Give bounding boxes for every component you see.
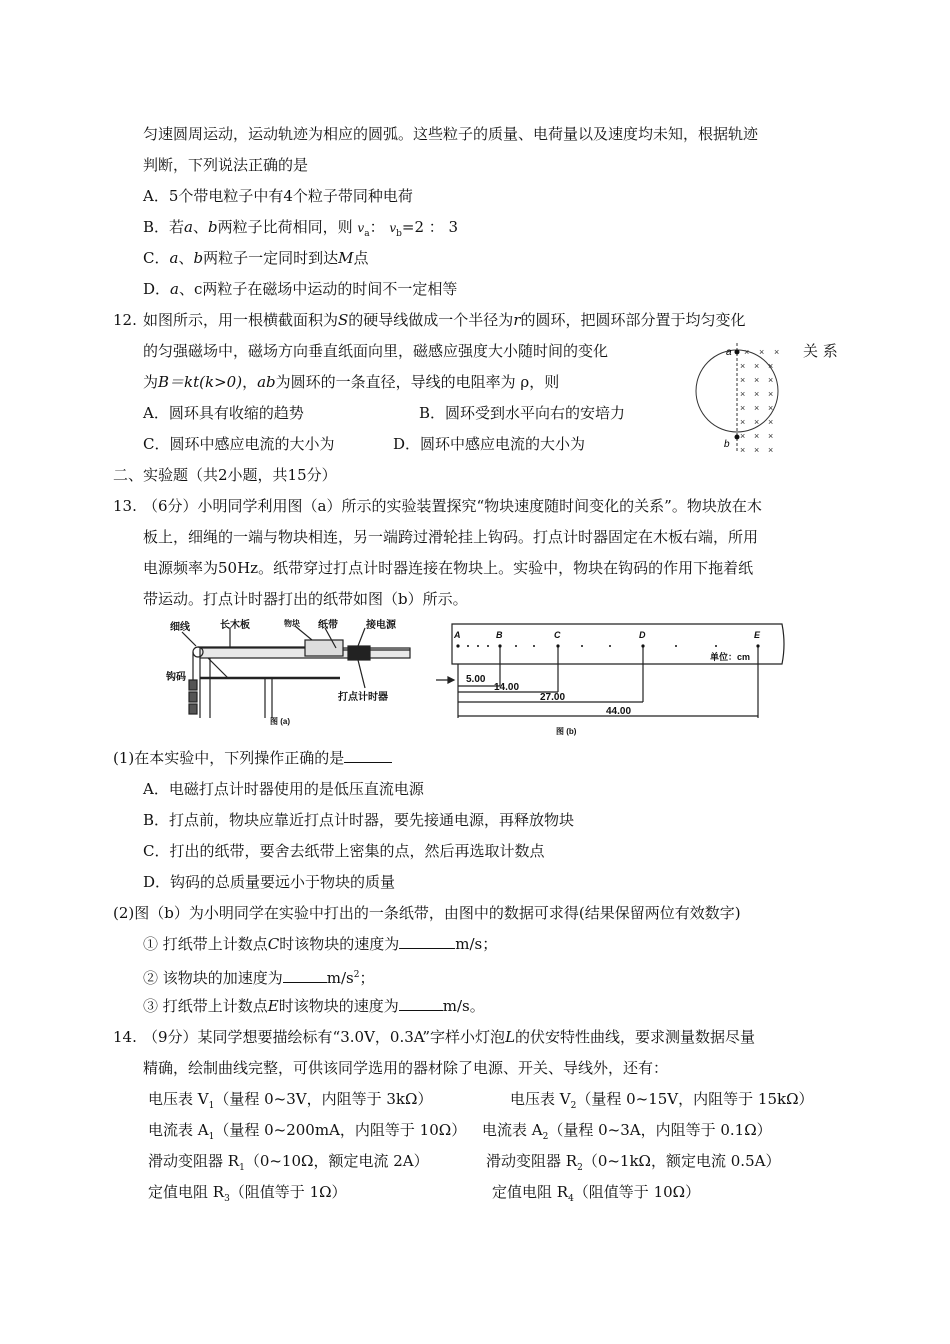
answer-blank-3[interactable] (283, 968, 327, 983)
q12-option-d: D．圆环中感应电流的大小为 (393, 435, 586, 453)
tape-unit: 单位：cm (710, 652, 751, 662)
dist-ad: 27.00 (540, 692, 566, 703)
tape-point-d: D (639, 630, 646, 640)
tape-point-c: C (554, 630, 561, 640)
svg-text:×: × (754, 361, 760, 371)
q13-line3: 电源频率为50Hz。纸带穿过打点计时器连接在物块上。实验中，物块在钩码的作用下拖着纸 (143, 559, 754, 577)
ring-in-field-figure (688, 335, 798, 457)
answer-blank-1[interactable] (344, 748, 392, 763)
answer-blank-2[interactable] (399, 934, 455, 949)
label-dadianjishiqi: 打点计时器 (338, 692, 388, 703)
q12-line2-tail: 关 系 (803, 342, 838, 360)
rheostat-r1: 滑动变阻器 $R_1(0\sim 10\Omega$，额定电流 2A） (148, 1152, 429, 1173)
section-title: 二、实验题（共2小题，共15分） (113, 466, 337, 484)
label-gouma: 钩码 (166, 672, 186, 683)
resistor-r3: 定值电阻 $R_3$（阻值等于 1Ω） (148, 1183, 347, 1204)
svg-text:×: × (754, 403, 760, 413)
q13-part2-item3: ③ 打纸带上计数点E时该物块的速度为 m/s。 (143, 997, 485, 1015)
voltmeter-v1: 电压表 $V_1$（量程 0~3V，内阻等于 3kΩ） (148, 1090, 433, 1111)
q12-option-b: B．圆环受到水平向右的安培力 (419, 404, 626, 422)
svg-text:×: × (774, 347, 780, 357)
q14-number: 14. (113, 1028, 137, 1046)
tape-point-e: E (754, 630, 761, 640)
figure-b-caption: 图 (b) (556, 727, 577, 736)
q14-line2: 精确，绘制曲线完整，可供该同学选用的器材除了电源、开关、导线外，还有： (143, 1059, 669, 1077)
tape-point-b: B (496, 630, 503, 640)
svg-text:×: × (740, 403, 746, 413)
magnetic-field-crosses (740, 347, 779, 455)
svg-text:×: × (754, 417, 760, 427)
svg-text:×: × (768, 375, 774, 385)
label-zhidai: 纸带 (318, 620, 338, 631)
q13-part1-option-a: A．电磁打点计时器使用的是低压直流电源 (143, 780, 424, 798)
apparatus-figure (160, 618, 420, 730)
point-b-label: b (724, 439, 730, 450)
dist-ac: 14.00 (494, 682, 520, 693)
q11-option-b: B．若a、b两粒子比荷相同，则 $v_a$： $v_b=2$ ： 3 (143, 218, 459, 239)
q14-line1: （9分）某同学想要描绘标有“3.0V，0.3A”字样小灯泡L的伏安特性曲线，要求测量数据尽量 (143, 1028, 756, 1046)
q12-option-a: A．圆环具有收缩的趋势 (143, 404, 304, 422)
svg-text:×: × (754, 431, 760, 441)
q11-line2: 判断，下列说法正确的是 (143, 156, 309, 174)
svg-text:×: × (768, 445, 774, 455)
q13-line4: 带运动。打点计时器打出的纸带如图（b）所示。 (143, 590, 468, 608)
q13-number: 13. (113, 497, 137, 515)
svg-text:×: × (768, 417, 774, 427)
svg-text:×: × (768, 403, 774, 413)
ammeter-a2: 电流表 $A_2$（量程 0~3A，内阻等于 0.1Ω） (482, 1121, 772, 1142)
q11-option-d: D．a、c两粒子在磁场中运动的时间不一定相等 (143, 280, 458, 298)
svg-text:×: × (754, 389, 760, 399)
q13-part1: (1)在本实验中，下列操作正确的是 (113, 748, 392, 768)
voltmeter-v2: 电压表 $V_2$（量程 0~15V，内阻等于 15kΩ） (510, 1090, 814, 1111)
ammeter-a1: 电流表 $A_1$（量程 0~200mA，内阻等于 10Ω） (148, 1121, 467, 1142)
svg-text:×: × (768, 431, 774, 441)
label-wukuai: 物块 (284, 619, 300, 628)
dist-ab: 5.00 (466, 674, 486, 685)
label-xixian: 细线 (170, 622, 190, 633)
q12-line2: 的匀强磁场中，磁场方向垂直纸面向里，磁感应强度大小随时间的变化 (143, 342, 609, 360)
svg-text:×: × (759, 347, 765, 357)
svg-text:×: × (740, 389, 746, 399)
svg-text:×: × (740, 431, 746, 441)
q11-option-a: A．5个带电粒子中有4个粒子带同种电荷 (143, 187, 413, 205)
svg-text:×: × (754, 375, 760, 385)
tape-point-a: A (454, 630, 461, 640)
q13-part2-item1: ① 打纸带上计数点C时该物块的速度为 m/s； (143, 935, 498, 953)
svg-text:×: × (740, 417, 746, 427)
svg-text:×: × (768, 361, 774, 371)
q13-line1: （6分）小明同学利用图（a）所示的实验装置探究“物块速度随时间变化的关系”。物块放在木 (143, 497, 762, 515)
paper-tape-figure (430, 620, 790, 738)
label-changmuban: 长木板 (220, 620, 250, 631)
dist-ae: 44.00 (606, 706, 632, 717)
svg-text:×: × (768, 389, 774, 399)
q11-option-c: C．a、b两粒子一定同时到达M点 (143, 249, 369, 267)
q12-line3: 为B＝kt(k>0)，ab为圆环的一条直径，导线的电阻率为 ρ，则 (143, 373, 560, 391)
svg-text:×: × (740, 375, 746, 385)
q13-part1-option-d: D．钩码的总质量要远小于物块的质量 (143, 873, 396, 891)
rheostat-r2: 滑动变阻器 $R_2(0\sim 1k\Omega$，额定电流 0.5A） (486, 1152, 781, 1173)
svg-text:×: × (754, 445, 760, 455)
svg-text:×: × (740, 445, 746, 455)
q13-part2: (2)图（b）为小明同学在实验中打出的一条纸带，由图中的数据可求得(结果保留两位有效数字) (113, 904, 741, 922)
q12-option-c: C．圆环中感应电流的大小为 (143, 435, 335, 453)
svg-text:×: × (744, 347, 750, 357)
q13-part1-option-b: B．打点前，物块应靠近打点计时器，要先接通电源，再释放物块 (143, 811, 575, 829)
q11-line1: 匀速圆周运动，运动轨迹为相应的圆弧。这些粒子的质量、电荷量以及速度均未知，根据轨迹 (143, 125, 759, 143)
point-a-label: a (726, 347, 732, 358)
q13-part1-option-c: C．打出的纸带，要舍去纸带上密集的点，然后再选取计数点 (143, 842, 545, 860)
answer-blank-4[interactable] (399, 996, 443, 1011)
q12-line1: 如图所示，用一根横截面积为S的硬导线做成一个半径为r的圆环，把圆环部分置于均匀变化 (143, 311, 746, 329)
label-jiedianyuan: 接电源 (366, 620, 396, 631)
q12-number: 12. (113, 311, 137, 329)
resistor-r4: 定值电阻 $R_4$（阻值等于 10Ω） (492, 1183, 701, 1204)
svg-text:×: × (740, 361, 746, 371)
q13-part2-item2: ② 该物块的加速度为 $m/s^2$； (143, 969, 375, 987)
q13-line2: 板上，细绳的一端与物块相连，另一端跨过滑轮挂上钩码。打点计时器固定在木板右端，所用 (143, 528, 759, 546)
figure-a-caption: 图 (a) (270, 717, 290, 726)
